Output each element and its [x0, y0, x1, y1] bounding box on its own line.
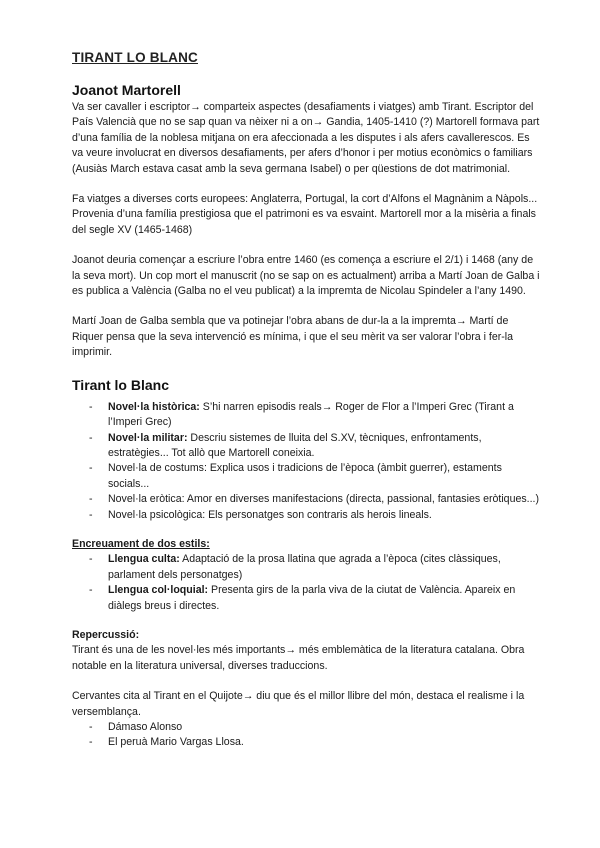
styles-list [72, 552, 542, 614]
repercussion-heading: Repercussió: [72, 628, 140, 641]
section-heading-author: Joanot Martorell [72, 82, 181, 98]
section-heading-work: Tirant lo Blanc [72, 376, 169, 393]
list-item: - Novel·la militar: Descriu sistemes de lluita del S.XV, tècniques, enfrontaments, estratègies... Tot allò que Martorell coneixia. [89, 431, 482, 459]
author-paragraph-1: Va ser cavaller i escriptor→ comparteix aspectes (desafiaments i viatges) amb Tirant. Escriptor del País Valencià que no se sap quan va nèixer ni a on→ Gandia, 1405-1410 (?) Martorell formava part d’una família de la noblesa mitjana on era afeccionada a les disputes i als afers cavallerescos. Es va veure involucrat en diversos desafiaments, per afers d’honor i per motius econòmics o familiars (Ausiàs March estava casat amb la seva germana Isabel) o per qüestions de dot matrimonial. [72, 101, 540, 175]
list-item: - Llengua col·loquial: Presenta girs de la parla viva de la ciutat de València. Apareix en diàlegs breus i directes. [89, 584, 516, 612]
list-item: - Novel·la històrica: S’hi narren episodis reals→ Roger de Flor a l’Imperi Grec (Tirant a l’Imperi Grec) [89, 400, 514, 429]
document-title: TIRANT LO BLANC [72, 50, 198, 65]
author-paragraph-3: Joanot deuria començar a escriure l’obra entre 1460 (es comença a escriure el 2/1) i 1468 (any de la seva mort). Un cop mort el manuscrit (no se sap on es actualment) arriba a Martí Joan de Galba i es publica a València (Galba no el veu publicat) a la impremta de Nicolau Spindeler a l’any 1490. [72, 254, 540, 298]
critics-list [72, 720, 542, 751]
author-paragraph-4: Martí Joan de Galba sembla que va potinejar l’obra abans de dur-la a la impremta→ Martí de Riquer pensa que la seva intervenció es mínima, i que el seu mèrit va ser valorar l’obra i fer-la imprimir. [72, 315, 514, 359]
repercussion-paragraph: Tirant és una de les novel·les més importants→ més emblemàtica de la literatura catalana. Obra notable en la literatura universal, diverses traduccions. [72, 644, 525, 672]
cervantes-paragraph: Cervantes cita al Tirant en el Quijote→ diu que és el millor llibre del món, destaca el realisme i la versemblança. [72, 690, 525, 718]
list-item: - Llengua culta: Adaptació de la prosa llatina que agrada a l’època (cites clàssiques, parlament dels personatges) [89, 553, 501, 581]
author-paragraph-2: Fa viatges a diverses corts europees: Anglaterra, Portugal, la cort d’Alfons el Magnànim a Nàpols... Provenia d’una família prestigiosa que el patrimoni es va esvaint. Martorell mor a la misèria a finals del segle XV (1465-1468) [72, 193, 538, 236]
document-page [72, 48, 542, 765]
list-item: - Dámaso Alonso [89, 721, 183, 733]
list-item: - Novel·la eròtica: Amor en diverses manifestacions (directa, passional, fantasies eròtiques...) [89, 493, 540, 506]
list-item: - Novel·la de costums: Explica usos i tradicions de l’època (àmbit guerrer), estaments socials... [89, 462, 502, 490]
list-item: - El peruà Mario Vargas Llosa. [89, 736, 244, 749]
genre-list [72, 400, 542, 523]
list-item: - Novel·la psicològica: Els personatges son contraris als herois lineals. [89, 508, 432, 521]
styles-heading: Encreuament de dos estils: [72, 537, 210, 550]
